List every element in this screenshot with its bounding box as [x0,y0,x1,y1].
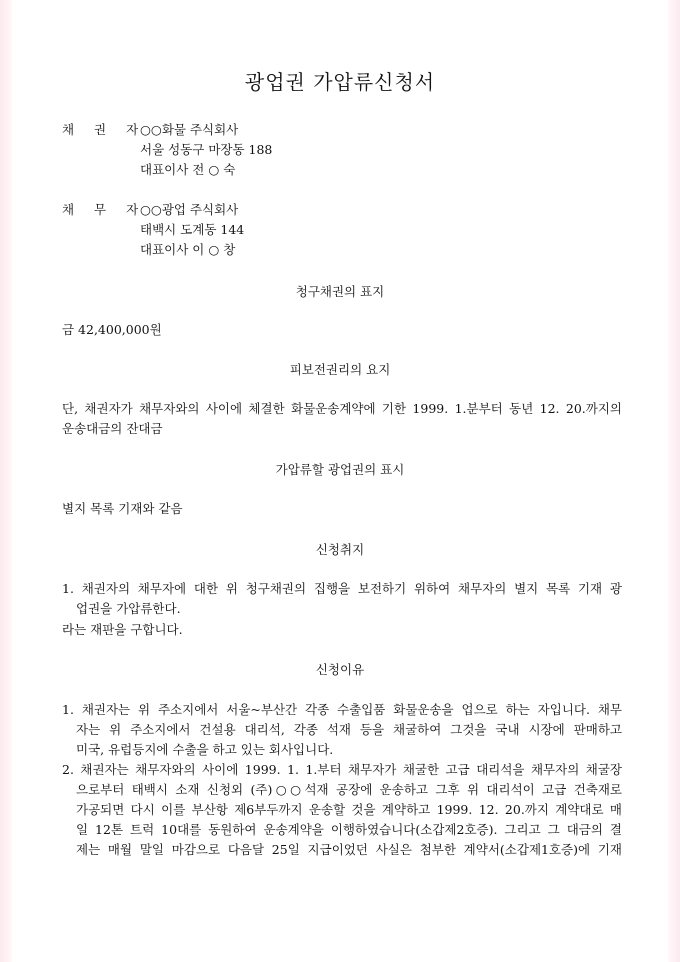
creditor-name: ○○화물 주식회사 [140,122,239,137]
reasons-item-2-line-2: 으로부터 태백시 소재 신청외 (주)○○석재 공장에 운송하고 그후 위 대리석이 고급 건축재로 [76,782,622,797]
claim-amount: 금 42,400,000원 [62,322,162,337]
reasons-item-2-line-1: 2. 채권자는 채무자와의 사이에 1999. 1. 1.부터 채무자가 채굴한 고급 대리석을 채무자의 채굴장 [62,762,622,777]
reasons-item-2-line-4: 일 12톤 트럭 10대를 동원하여 운송계약을 이행하였습니다(소갑제2호증). 그리고 그 대금의 결 [76,822,622,837]
creditor-address: 서울 성동구 마장동 188 [140,142,273,157]
reasons-item-1-line-1: 1. 채권자는 위 주소지에서 서울~부산간 각종 수출입품 화물운송을 업으로 하는 자입니다. 채무 [62,702,622,717]
creditor-label: 채 권 자 [62,122,147,137]
document-title: 광업권 가압류신청서 [244,70,436,94]
secured-right-line-2: 운송대금의 잔대금 [62,421,163,436]
creditor-representative: 대표이사 전 ○ 숙 [140,162,236,177]
reasons-item-1-line-2: 자는 위 주소지에서 건설용 대리석, 각종 석재 등을 채굴하여 그것을 국내 시장에 판매하고 [76,722,622,737]
page-left-edge [0,0,12,962]
secured-right-line-1: 단, 채권자가 채무자와의 사이에 체결한 화물운송계약에 기한 1999. 1.분부터 동년 12. 20.까지의 [62,401,622,416]
reasons-item-1-line-3: 미국, 유럽등지에 수출을 하고 있는 회사입니다. [76,742,334,757]
page-right-edge [668,0,680,962]
purpose-closing: 라는 재판을 구합니다. [62,622,183,637]
debtor-representative: 대표이사 이 ○ 창 [140,242,236,257]
debtor-label: 채 무 자 [62,202,147,217]
target-text: 별지 목록 기재와 같음 [62,501,183,516]
purpose-item-1-line-2: 업권을 가압류한다. [76,601,181,616]
claim-heading: 청구채권의 표지 [295,284,385,299]
reasons-item-2-line-5: 제는 매월 말일 마감으로 다음달 25일 지급이었던 사실은 첨부한 계약서(소갑제1호증)에 기재 [76,842,622,857]
secured-right-heading: 피보전권리의 요지 [289,362,391,377]
target-heading: 가압류할 광업권의 표시 [275,462,405,477]
reasons-heading: 신청이유 [315,662,365,677]
debtor-address: 태백시 도계동 144 [140,222,245,237]
debtor-name: ○○광업 주식회사 [140,202,239,217]
purpose-heading: 신청취지 [315,542,365,557]
reasons-item-2-line-3: 가공되면 다시 이를 부산항 제6부두까지 운송할 것을 계약하고 1999. 12. 20.까지 계약대로 매 [76,802,622,817]
purpose-item-1-line-1: 1. 채권자의 채무자에 대한 위 청구채권의 집행을 보전하기 위하여 채무자의 별지 목록 기재 광 [62,581,622,596]
